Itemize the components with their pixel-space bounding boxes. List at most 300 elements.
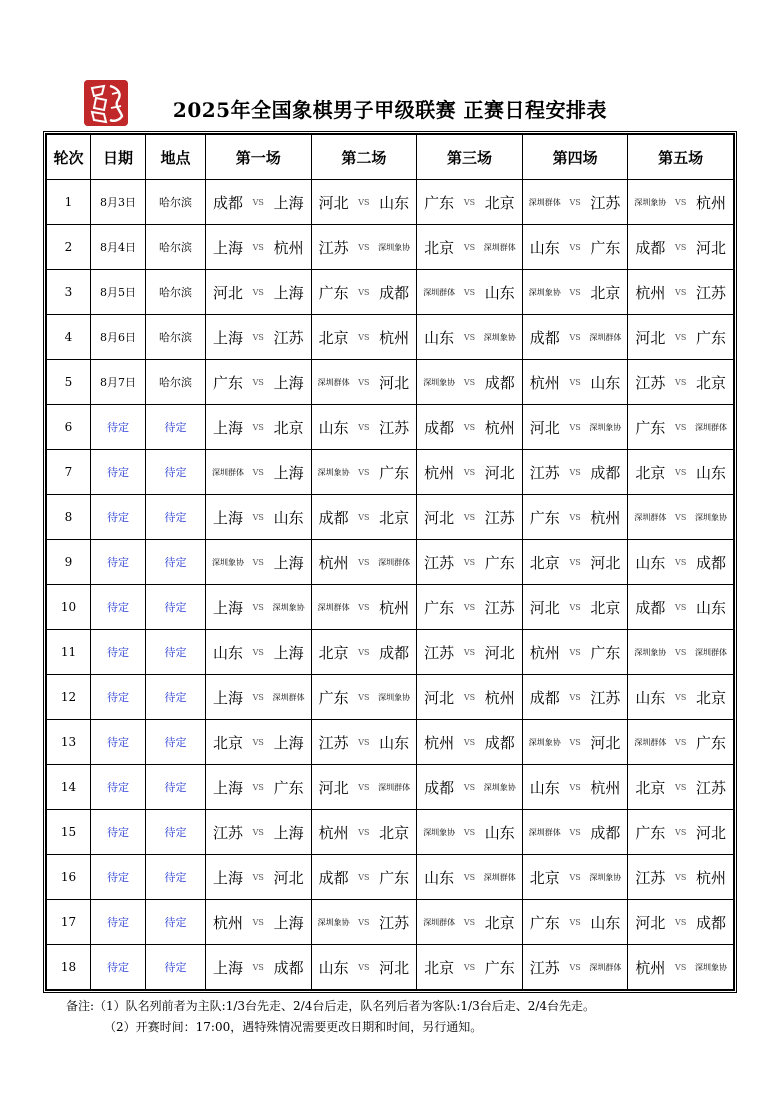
home-team: 深圳象协	[212, 557, 244, 567]
date-cell: 8月6日	[91, 315, 146, 360]
home-team: 北京	[424, 958, 455, 977]
matchup	[206, 822, 311, 843]
away-team: 深圳群体	[589, 332, 622, 342]
vs-label: VS	[252, 647, 264, 657]
match-cell	[206, 630, 312, 675]
away-team: 杭州	[379, 598, 410, 617]
vs-label: VS	[569, 467, 581, 477]
away-team: 河北	[484, 463, 515, 482]
away-team: 广东	[484, 553, 515, 572]
match-cell	[311, 360, 417, 405]
vs-label: VS	[569, 377, 581, 387]
away-team: 深圳群体	[483, 242, 516, 252]
home-team: 北京	[212, 733, 243, 752]
match-cell	[206, 810, 312, 855]
home-team: 山东	[635, 688, 666, 707]
vs-label: VS	[675, 467, 687, 477]
match-cell	[311, 405, 417, 450]
home-team: 深圳群体	[528, 197, 561, 207]
table-row	[47, 405, 734, 450]
matchup	[312, 372, 417, 393]
vs-label: VS	[569, 782, 581, 792]
round-cell: 4	[47, 315, 91, 360]
match-cell	[311, 225, 417, 270]
home-team: 深圳群体	[423, 287, 456, 297]
home-team: 上海	[212, 238, 243, 257]
home-team: 成都	[318, 868, 349, 887]
vs-label: VS	[675, 872, 687, 882]
home-team: 广东	[424, 193, 455, 212]
round-cell: 14	[47, 765, 91, 810]
home-team: 深圳群体	[212, 467, 244, 477]
vs-label: VS	[675, 782, 687, 792]
vs-label: VS	[252, 512, 264, 522]
away-team: 河北	[379, 958, 410, 977]
away-team: 江苏	[695, 283, 726, 302]
home-team: 山东	[212, 643, 243, 662]
matchup	[312, 777, 417, 798]
vs-label: VS	[463, 197, 476, 207]
matchup	[312, 957, 417, 978]
matchup	[312, 912, 417, 933]
away-team: 深圳象协	[378, 242, 411, 252]
home-team: 成都	[635, 238, 666, 257]
vs-label: VS	[358, 872, 370, 882]
home-team: 广东	[529, 913, 560, 932]
away-team: 江苏	[273, 328, 304, 347]
match-cell	[311, 585, 417, 630]
home-team: 深圳象协	[423, 827, 456, 837]
home-team: 北京	[529, 868, 560, 887]
vs-label: VS	[463, 917, 476, 927]
table-row	[47, 630, 734, 675]
match-cell	[522, 495, 628, 540]
round-cell: 2	[47, 225, 91, 270]
matchup	[312, 327, 417, 348]
schedule-table-frame	[43, 131, 737, 993]
matchup	[206, 687, 311, 708]
table-row	[47, 180, 734, 225]
location-cell: 待定	[146, 855, 206, 900]
table-row	[47, 270, 734, 315]
table-row	[47, 495, 734, 540]
date-cell: 待定	[91, 675, 146, 720]
home-team: 山东	[318, 958, 349, 977]
location-cell: 待定	[146, 630, 206, 675]
matchup	[312, 687, 417, 708]
vs-label: VS	[675, 692, 687, 702]
away-team: 北京	[484, 193, 515, 212]
vs-label: VS	[569, 917, 581, 927]
vs-label: VS	[358, 962, 370, 972]
table-row	[47, 360, 734, 405]
matchup	[628, 282, 733, 303]
match-cell	[311, 495, 417, 540]
match-cell	[206, 720, 312, 765]
home-team: 深圳象协	[317, 917, 350, 927]
home-team: 江苏	[318, 733, 349, 752]
matchup	[628, 372, 733, 393]
match-cell	[522, 450, 628, 495]
matchup	[417, 867, 522, 888]
away-team: 杭州	[484, 418, 515, 437]
match-cell	[206, 225, 312, 270]
home-team: 山东	[529, 778, 560, 797]
round-cell: 5	[47, 360, 91, 405]
away-team: 杭州	[590, 508, 621, 527]
away-team: 杭州	[273, 238, 304, 257]
round-cell: 8	[47, 495, 91, 540]
location-cell: 待定	[146, 720, 206, 765]
matchup	[523, 597, 628, 618]
vs-label: VS	[569, 737, 581, 747]
home-team: 河北	[635, 328, 666, 347]
match-cell	[311, 855, 417, 900]
home-team: 成都	[635, 598, 666, 617]
matchup	[523, 327, 628, 348]
vs-label: VS	[252, 692, 264, 702]
matchup	[417, 507, 522, 528]
location-cell: 待定	[146, 810, 206, 855]
home-team: 北京	[318, 643, 349, 662]
home-team: 深圳象协	[528, 737, 561, 747]
page-title: 2025年全国象棋男子甲级联赛 正赛日程安排表	[172, 98, 608, 122]
vs-label: VS	[358, 197, 370, 207]
away-team: 上海	[273, 373, 304, 392]
matchup	[312, 462, 417, 483]
table-row	[47, 585, 734, 630]
table-row	[47, 675, 734, 720]
matchup	[312, 417, 417, 438]
matchup	[628, 192, 733, 213]
round-cell: 11	[47, 630, 91, 675]
match-cell	[417, 810, 523, 855]
header-match-3: 第三场	[417, 135, 523, 180]
matchup	[417, 192, 522, 213]
note-2: （2）开赛时间：17:00，遇特殊情况需要更改日期和时间，另行通知。	[104, 1020, 483, 1034]
matchup	[206, 642, 311, 663]
date-cell: 待定	[91, 720, 146, 765]
date-cell: 待定	[91, 900, 146, 945]
round-cell: 7	[47, 450, 91, 495]
matchup	[523, 822, 628, 843]
match-cell	[417, 945, 523, 990]
match-cell	[206, 495, 312, 540]
matchup	[206, 867, 311, 888]
away-team: 上海	[273, 193, 304, 212]
match-cell	[417, 720, 523, 765]
away-team: 成都	[273, 958, 304, 977]
home-team: 上海	[212, 958, 243, 977]
date-cell: 8月3日	[91, 180, 146, 225]
vs-label: VS	[463, 647, 476, 657]
match-cell	[311, 810, 417, 855]
vs-label: VS	[463, 827, 476, 837]
home-team: 上海	[212, 598, 243, 617]
match-cell	[628, 810, 734, 855]
vs-label: VS	[252, 197, 264, 207]
schedule-table	[46, 134, 734, 990]
table-row	[47, 810, 734, 855]
vs-label: VS	[252, 782, 264, 792]
vs-label: VS	[252, 332, 264, 342]
match-cell	[522, 630, 628, 675]
location-cell: 待定	[146, 540, 206, 585]
matchup	[628, 732, 733, 753]
round-cell: 17	[47, 900, 91, 945]
away-team: 成都	[484, 733, 515, 752]
matchup	[628, 512, 733, 523]
match-cell	[522, 270, 628, 315]
match-cell	[628, 270, 734, 315]
matchup	[312, 597, 417, 618]
away-team: 河北	[695, 823, 726, 842]
seal-icon	[84, 80, 128, 126]
away-team: 成都	[590, 463, 621, 482]
matchup	[312, 237, 417, 258]
date-cell: 待定	[91, 585, 146, 630]
away-team: 河北	[273, 868, 304, 887]
away-team: 成都	[590, 823, 621, 842]
match-cell	[628, 945, 734, 990]
vs-label: VS	[463, 737, 476, 747]
match-cell	[206, 405, 312, 450]
matchup	[628, 867, 733, 888]
away-team: 广东	[590, 238, 621, 257]
home-team: 深圳象协	[634, 647, 667, 657]
match-cell	[417, 585, 523, 630]
match-cell	[628, 405, 734, 450]
away-team: 广东	[695, 328, 726, 347]
matchup	[523, 642, 628, 663]
home-team: 江苏	[529, 463, 560, 482]
matchup	[312, 867, 417, 888]
home-team: 广东	[212, 373, 243, 392]
away-team: 北京	[379, 508, 410, 527]
home-team: 山东	[529, 238, 560, 257]
matchup	[628, 462, 733, 483]
vs-label: VS	[358, 512, 370, 522]
matchup	[523, 417, 628, 438]
home-team: 杭州	[635, 958, 666, 977]
home-team: 杭州	[635, 283, 666, 302]
away-team: 成都	[484, 373, 515, 392]
match-cell	[311, 540, 417, 585]
home-team: 广东	[635, 823, 666, 842]
match-cell	[522, 585, 628, 630]
home-team: 山东	[318, 418, 349, 437]
away-team: 成都	[379, 643, 410, 662]
vs-label: VS	[463, 602, 476, 612]
home-team: 河北	[318, 193, 349, 212]
match-cell	[417, 675, 523, 720]
home-team: 杭州	[529, 643, 560, 662]
match-cell	[522, 810, 628, 855]
match-cell	[628, 585, 734, 630]
away-team: 深圳象协	[378, 692, 411, 702]
away-team: 广东	[484, 958, 515, 977]
match-cell	[522, 540, 628, 585]
matchup	[312, 732, 417, 753]
matchup	[628, 237, 733, 258]
matchup	[206, 552, 311, 573]
vs-label: VS	[252, 377, 264, 387]
vs-label: VS	[675, 377, 687, 387]
vs-label: VS	[675, 647, 687, 657]
header-match-1: 第一场	[206, 135, 312, 180]
round-cell: 13	[47, 720, 91, 765]
away-team: 江苏	[379, 418, 410, 437]
vs-label: VS	[252, 242, 264, 252]
away-team: 广东	[379, 868, 410, 887]
away-team: 成都	[379, 283, 410, 302]
match-cell	[628, 225, 734, 270]
vs-label: VS	[463, 692, 476, 702]
match-cell	[417, 180, 523, 225]
vs-label: VS	[463, 557, 476, 567]
home-team: 成都	[424, 418, 455, 437]
away-team: 江苏	[590, 688, 621, 707]
date-cell: 待定	[91, 450, 146, 495]
matchup	[523, 552, 628, 573]
vs-label: VS	[358, 917, 370, 927]
home-team: 北京	[424, 238, 455, 257]
away-team: 江苏	[695, 778, 726, 797]
location-cell: 哈尔滨	[146, 315, 206, 360]
match-cell	[628, 180, 734, 225]
home-team: 广东	[424, 598, 455, 617]
matchup	[206, 507, 311, 528]
away-team: 北京	[590, 283, 621, 302]
matchup	[417, 912, 522, 933]
home-team: 杭州	[318, 553, 349, 572]
matchup	[206, 237, 311, 258]
away-team: 北京	[695, 373, 726, 392]
match-cell	[206, 540, 312, 585]
matchup	[523, 372, 628, 393]
away-team: 北京	[273, 418, 304, 437]
matchup	[417, 417, 522, 438]
away-team: 深圳象协	[483, 332, 516, 342]
away-team: 深圳象协	[694, 962, 727, 972]
home-team: 深圳群体	[634, 737, 667, 747]
matchup	[206, 912, 311, 933]
away-team: 成都	[695, 553, 726, 572]
matchup	[523, 957, 628, 978]
home-team: 上海	[212, 328, 243, 347]
matchup	[206, 372, 311, 393]
home-team: 北京	[529, 553, 560, 572]
location-cell: 待定	[146, 585, 206, 630]
seal-logo	[84, 80, 128, 126]
location-cell: 待定	[146, 450, 206, 495]
vs-label: VS	[675, 242, 687, 252]
home-team: 河北	[424, 688, 455, 707]
away-team: 上海	[273, 283, 304, 302]
away-team: 河北	[590, 733, 621, 752]
match-cell	[522, 225, 628, 270]
matchup	[417, 282, 522, 303]
matchup	[312, 642, 417, 663]
matchup	[417, 777, 522, 798]
match-cell	[311, 765, 417, 810]
home-team: 河北	[212, 283, 243, 302]
matchup	[417, 957, 522, 978]
match-cell	[206, 360, 312, 405]
matchup	[312, 282, 417, 303]
round-cell: 15	[47, 810, 91, 855]
home-team: 上海	[212, 508, 243, 527]
away-team: 北京	[484, 913, 515, 932]
matchup	[206, 462, 311, 483]
away-team: 深圳象协	[589, 422, 622, 432]
location-cell: 待定	[146, 900, 206, 945]
match-cell	[206, 765, 312, 810]
match-cell	[417, 495, 523, 540]
round-cell: 9	[47, 540, 91, 585]
vs-label: VS	[252, 827, 264, 837]
match-cell	[628, 450, 734, 495]
match-cell	[417, 405, 523, 450]
home-team: 江苏	[635, 868, 666, 887]
away-team: 杭州	[695, 868, 726, 887]
vs-label: VS	[358, 692, 370, 702]
away-team: 山东	[379, 733, 410, 752]
home-team: 广东	[635, 418, 666, 437]
home-team: 广东	[318, 688, 349, 707]
matchup	[628, 777, 733, 798]
vs-label: VS	[358, 422, 370, 432]
away-team: 山东	[484, 823, 515, 842]
vs-label: VS	[358, 602, 370, 612]
table-body	[47, 180, 734, 990]
away-team: 河北	[484, 643, 515, 662]
match-cell	[417, 540, 523, 585]
match-cell	[417, 855, 523, 900]
vs-label: VS	[463, 512, 476, 522]
table-row	[47, 450, 734, 495]
vs-label: VS	[569, 602, 581, 612]
matchup	[628, 552, 733, 573]
away-team: 深圳群体	[589, 962, 622, 972]
away-team: 山东	[695, 598, 726, 617]
vs-label: VS	[675, 197, 687, 207]
round-cell: 16	[47, 855, 91, 900]
vs-label: VS	[569, 332, 581, 342]
matchup	[206, 732, 311, 753]
vs-label: VS	[675, 557, 687, 567]
vs-label: VS	[675, 962, 687, 972]
matchup	[417, 822, 522, 843]
notes	[66, 996, 595, 1038]
home-team: 深圳群体	[528, 827, 561, 837]
match-cell	[206, 315, 312, 360]
table-row	[47, 540, 734, 585]
vs-label: VS	[252, 602, 264, 612]
away-team: 山东	[590, 373, 621, 392]
home-team: 杭州	[212, 913, 243, 932]
home-team: 成都	[318, 508, 349, 527]
away-team: 深圳群体	[272, 692, 305, 702]
away-team: 河北	[379, 373, 410, 392]
home-team: 深圳象协	[423, 377, 456, 387]
matchup	[523, 282, 628, 303]
match-cell	[522, 675, 628, 720]
away-team: 山东	[379, 193, 410, 212]
home-team: 成都	[529, 328, 560, 347]
date-cell: 待定	[91, 405, 146, 450]
home-team: 山东	[424, 328, 455, 347]
